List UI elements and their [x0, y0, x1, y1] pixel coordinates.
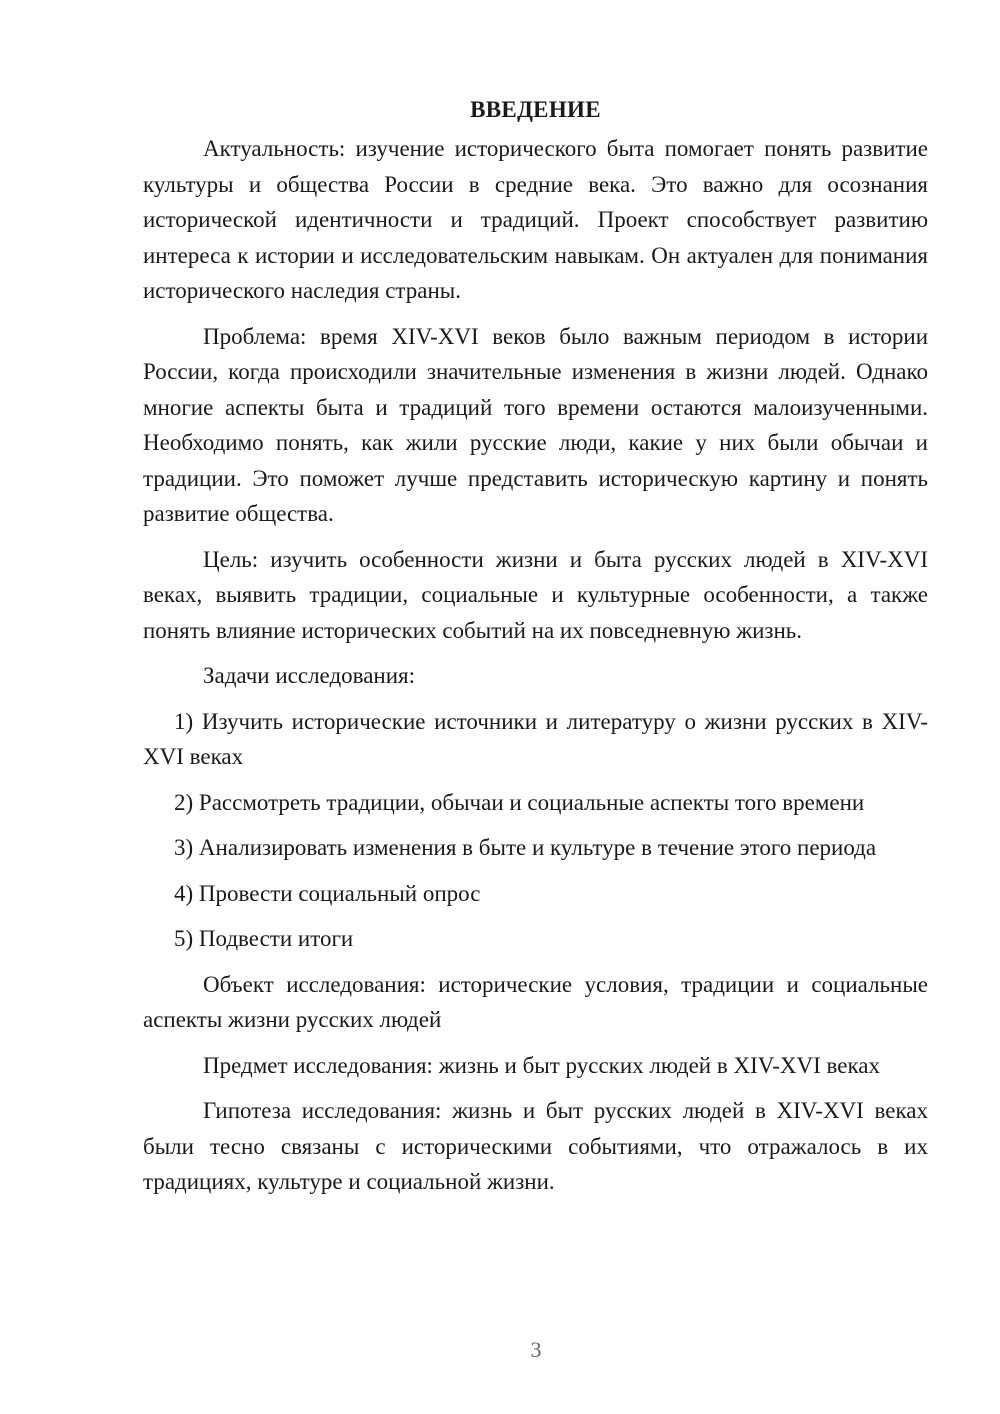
paragraph-tasks-heading: Задачи исследования:	[203, 663, 416, 688]
section-title: ВВЕДЕНИЕ	[470, 97, 601, 122]
paragraph-object: Объект исследования: исторические условия, традиции и социальные аспекты жизни русских людей	[143, 971, 928, 1032]
task-list-item: 1) Изучить исторические источники и литературу о жизни русских в XIV-XVI веках	[143, 708, 928, 769]
paragraph-relevance: Актуальность: изучение исторического быта помогает понять развитие культуры и общества России в средние века. Это важно для осознания исторической идентичности и традиций. Проект способствует развитию интереса к истории и исследовательским навыкам. Он актуален для понимания исторического наследия страны.	[143, 136, 928, 303]
task-list-item: 3) Анализировать изменения в быте и культуре в течение этого периода	[174, 835, 877, 860]
task-list-item: 4) Провести социальный опрос	[174, 880, 481, 906]
paragraph-subject: Предмет исследования: жизнь и быт русских людей в XIV-XVI веках	[203, 1052, 880, 1078]
paragraph-hypothesis: Гипотеза исследования: жизнь и быт русских людей в XIV-XVI веках были тесно связаны с историческими событиями, что отражалось в их традициях, культуре и социальной жизни.	[143, 1098, 928, 1194]
paragraph-goal: Цель: изучить особенности жизни и быта русских людей в XIV-XVI веках, выявить традиции, социальные и культурные особенности, а также понять влияние исторических событий на их повседневную жизнь.	[143, 546, 928, 643]
paragraph-problem: Проблема: время XIV-XVI веков было важным периодом в истории России, когда происходили значительные изменения в жизни людей. Однако многие аспекты быта и традиций того времени остаются малоизученными. Необходимо понять, как жили русские люди, какие у них были обычаи и традиции. Это поможет лучше представить историческую картину и понять развитие общества.	[143, 323, 928, 526]
page-content	[143, 92, 928, 1210]
task-list-item: 2) Рассмотреть традиции, обычаи и социальные аспекты того времени	[174, 789, 865, 815]
task-list-item: 5) Подвести итоги	[174, 926, 354, 951]
page-number: 3	[530, 1337, 542, 1362]
